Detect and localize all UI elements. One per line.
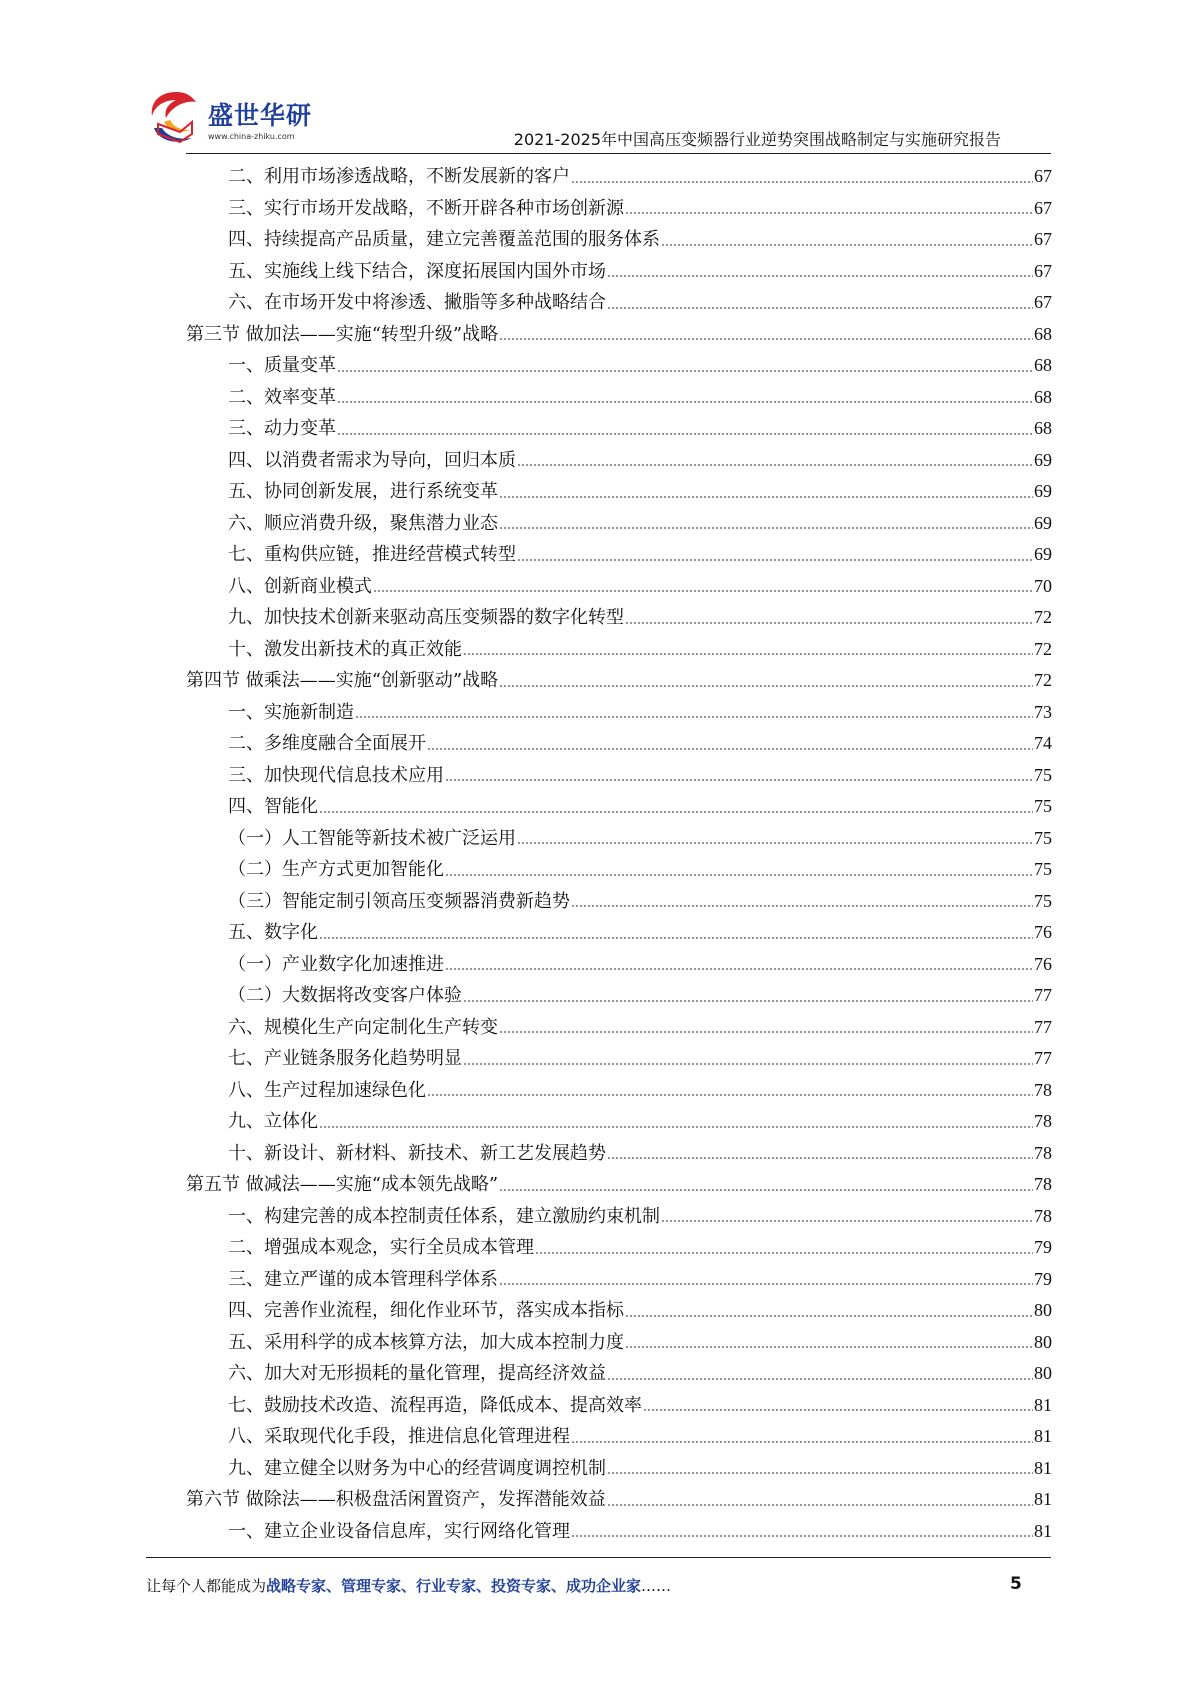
toc-leader-dots: [607, 1365, 1033, 1383]
toc-entry-page: 78: [1034, 1111, 1052, 1131]
page-number: 5: [1010, 1574, 1022, 1594]
toc-leader-dots: [499, 672, 1033, 690]
toc-entry-label: 四、智能化: [228, 796, 318, 817]
toc-entry[interactable]: [186, 760, 1052, 792]
toc-entry-label: 十、激发出新技术的真正效能: [228, 638, 462, 660]
toc-leader-dots: [445, 766, 1033, 784]
toc-leader-dots: [499, 514, 1033, 532]
slogan-prefix: 让每个人都能成为: [146, 1577, 267, 1595]
toc-entry-label: （一）人工智能等新技术被广泛运用: [228, 827, 516, 849]
toc-entry-label: 第三节 做加法——实施“转型升级”战略: [186, 323, 499, 345]
toc-entry-page: 78: [1034, 1142, 1052, 1163]
toc-entry-page: 80: [1034, 1363, 1052, 1383]
toc-leader-dots: [571, 892, 1033, 910]
toc-entry-label: 二、利用市场渗透战略，不断发展新的客户: [228, 166, 570, 187]
toc-entry-label: 六、规模化生产向定制化生产转变: [228, 1016, 498, 1038]
toc-entry-page: 78: [1034, 1079, 1052, 1100]
toc-entry-label: （三）智能定制引领高压变频器消费新趋势: [228, 890, 570, 912]
toc-entry-page: 81: [1034, 1394, 1052, 1415]
toc-entry-page: 75: [1034, 890, 1052, 911]
toc-entry-page: 72: [1034, 670, 1052, 690]
toc-entry-label: 第五节 做减法——实施“成本领先战略”: [186, 1174, 499, 1195]
toc-entry-label: 三、实行市场开发战略，不断开辟各种市场创新源: [228, 197, 624, 219]
toc-entry-page: 69: [1034, 481, 1052, 501]
toc-leader-dots: [535, 1239, 1033, 1257]
toc-entry-label: 一、实施新制造: [228, 701, 354, 723]
toc-leader-dots: [319, 798, 1033, 816]
toc-entry-label: 三、加快现代信息技术应用: [228, 764, 444, 786]
toc-entry[interactable]: [186, 1264, 1052, 1296]
toc-entry-page: 74: [1034, 733, 1052, 753]
toc-leader-dots: [571, 1428, 1033, 1446]
toc-entry[interactable]: [186, 697, 1052, 729]
toc-entry-label: 八、创新商业模式: [228, 575, 372, 597]
toc-leader-dots: [517, 451, 1033, 469]
toc-entry-page: 70: [1034, 575, 1052, 596]
toc-entry-page: 81: [1034, 1489, 1052, 1509]
toc-leader-dots: [463, 1050, 1033, 1068]
toc-entry-page: 69: [1034, 449, 1052, 470]
toc-entry-page: 75: [1034, 796, 1052, 816]
toc-entry-label: （二）大数据将改变客户体验: [228, 985, 462, 1006]
toc-entry[interactable]: [186, 1295, 1052, 1327]
toc-leader-dots: [571, 168, 1033, 186]
toc-entry-page: 79: [1034, 1237, 1052, 1257]
toc-entry[interactable]: [186, 571, 1052, 603]
toc-entry[interactable]: [186, 1138, 1052, 1170]
toc-leader-dots: [607, 1459, 1033, 1477]
toc-leader-dots: [373, 577, 1033, 595]
toc-entry-page: 67: [1034, 197, 1052, 218]
toc-entry-label: 一、建立企业设备信息库，实行网络化管理: [228, 1520, 570, 1542]
toc-entry-label: 四、持续提高产品质量，建立完善覆盖范围的服务体系: [228, 229, 660, 250]
toc-entry[interactable]: [186, 1232, 1052, 1264]
toc-entry-page: 76: [1034, 922, 1052, 942]
page-header: [0, 0, 1191, 160]
toc-entry-page: 68: [1034, 323, 1052, 344]
toc-entry[interactable]: [186, 224, 1052, 256]
toc-leader-dots: [427, 1081, 1033, 1099]
toc-entry[interactable]: [186, 1390, 1052, 1422]
toc-entry-label: 三、动力变革: [228, 418, 336, 439]
toc-entry[interactable]: [186, 161, 1052, 193]
toc-leader-dots: [607, 1144, 1033, 1162]
toc-entry-label: 五、采用科学的成本核算方法，加大成本控制力度: [228, 1331, 624, 1353]
toc-entry[interactable]: [186, 1012, 1052, 1044]
toc-leader-dots: [625, 199, 1033, 217]
toc-entry[interactable]: [186, 1201, 1052, 1233]
toc-entry-page: 79: [1034, 1268, 1052, 1289]
toc-entry-page: 67: [1034, 260, 1052, 281]
toc-entry[interactable]: [186, 193, 1052, 225]
toc-entry-label: 五、实施线上线下结合，深度拓展国内国外市场: [228, 260, 606, 282]
toc-leader-dots: [499, 1270, 1033, 1288]
toc-entry-label: 八、采取现代化手段，推进信息化管理进程: [228, 1426, 570, 1447]
toc-entry-page: 80: [1034, 1331, 1052, 1352]
toc-entry-label: （二）生产方式更加智能化: [228, 859, 444, 880]
toc-entry-page: 67: [1034, 229, 1052, 249]
toc-leader-dots: [499, 1018, 1033, 1036]
toc-entry[interactable]: [186, 1453, 1052, 1485]
toc-entry[interactable]: [186, 1421, 1052, 1453]
toc-entry[interactable]: [186, 1106, 1052, 1138]
toc-leader-dots: [337, 388, 1033, 406]
toc-entry-label: 七、鼓励技术改造、流程再造，降低成本、提高效率: [228, 1394, 642, 1416]
toc-entry[interactable]: [186, 476, 1052, 508]
toc-leader-dots: [625, 609, 1033, 627]
toc-entry-label: 四、完善作业流程，细化作业环节，落实成本指标: [228, 1300, 624, 1321]
toc-entry-page: 81: [1034, 1520, 1052, 1541]
toc-entry-label: 五、协同创新发展，进行系统变革: [228, 481, 498, 502]
toc-leader-dots: [643, 1396, 1033, 1414]
toc-entry-label: 一、质量变革: [228, 355, 336, 376]
toc-entry-page: 72: [1034, 638, 1052, 659]
toc-entry[interactable]: [186, 413, 1052, 445]
toc-entry-label: （一）产业数字化加速推进: [228, 953, 444, 975]
toc-leader-dots: [427, 735, 1033, 753]
toc-leader-dots: [607, 1491, 1033, 1509]
toc-entry-page: 72: [1034, 607, 1052, 627]
toc-entry-label: 二、增强成本观念，实行全员成本管理: [228, 1237, 534, 1258]
toc-entry-page: 81: [1034, 1457, 1052, 1478]
toc-leader-dots: [463, 640, 1033, 658]
toc-entry-label: 一、构建完善的成本控制责任体系，建立激励约束机制: [228, 1205, 660, 1227]
toc-entry-page: 78: [1034, 1174, 1052, 1194]
toc-entry[interactable]: [186, 634, 1052, 666]
toc-entry[interactable]: [186, 1358, 1052, 1390]
toc-entry[interactable]: [186, 445, 1052, 477]
toc-entry[interactable]: [186, 791, 1052, 823]
toc-entry-label: 八、生产过程加速绿色化: [228, 1079, 426, 1101]
toc-entry-page: 69: [1034, 544, 1052, 564]
toc-entry[interactable]: [186, 980, 1052, 1012]
toc-entry-page: 75: [1034, 764, 1052, 785]
toc-entry-page: 77: [1034, 985, 1052, 1005]
toc-entry-label: 四、以消费者需求为导向，回归本质: [228, 449, 516, 471]
toc-entry-label: 二、效率变革: [228, 386, 336, 408]
toc-entry-label: 第四节 做乘法——实施“创新驱动”战略: [186, 670, 499, 691]
toc-entry[interactable]: [186, 508, 1052, 540]
header-divider: [186, 153, 1051, 154]
toc-entry[interactable]: [186, 1516, 1052, 1548]
toc-leader-dots: [625, 1302, 1033, 1320]
toc-entry[interactable]: [186, 1043, 1052, 1075]
logo-swoosh-icon: [146, 88, 206, 148]
toc-entry-page: 69: [1034, 512, 1052, 533]
toc-entry[interactable]: [186, 1169, 1052, 1201]
toc-entry[interactable]: [186, 949, 1052, 981]
toc-entry-page: 67: [1034, 292, 1052, 312]
toc-leader-dots: [463, 987, 1033, 1005]
toc-leader-dots: [337, 420, 1033, 438]
toc-leader-dots: [355, 703, 1033, 721]
toc-entry-label: 九、立体化: [228, 1111, 318, 1132]
toc-entry-page: 75: [1034, 859, 1052, 879]
toc-entry-label: 六、加大对无形损耗的量化管理，提高经济效益: [228, 1363, 606, 1384]
slogan-suffix: ……: [641, 1577, 672, 1595]
toc-entry-page: 67: [1034, 166, 1052, 186]
toc-entry[interactable]: [186, 539, 1052, 571]
toc-leader-dots: [499, 483, 1033, 501]
table-of-contents: [186, 161, 1052, 1547]
toc-leader-dots: [517, 829, 1033, 847]
toc-entry-page: 68: [1034, 355, 1052, 375]
toc-leader-dots: [319, 924, 1033, 942]
footer-divider: [146, 1557, 1051, 1558]
logo-url: www.china-zhiku.com: [208, 132, 295, 141]
toc-entry-label: 二、多维度融合全面展开: [228, 733, 426, 754]
toc-entry-label: 七、重构供应链，推进经营模式转型: [228, 544, 516, 565]
logo-text: 盛世华研: [208, 101, 313, 130]
toc-entry[interactable]: [186, 728, 1052, 760]
toc-entry[interactable]: [186, 917, 1052, 949]
toc-entry-label: 十、新设计、新材料、新技术、新工艺发展趋势: [228, 1142, 606, 1164]
toc-entry-page: 76: [1034, 953, 1052, 974]
toc-entry[interactable]: [186, 1327, 1052, 1359]
toc-leader-dots: [319, 1113, 1033, 1131]
toc-entry-page: 73: [1034, 701, 1052, 722]
toc-leader-dots: [445, 955, 1033, 973]
toc-entry[interactable]: [186, 1075, 1052, 1107]
toc-entry[interactable]: [186, 350, 1052, 382]
toc-entry-label: 九、加快技术创新来驱动高压变频器的数字化转型: [228, 607, 624, 628]
slogan-highlight: 战略专家、管理专家、行业专家、投资专家、成功企业家: [266, 1577, 642, 1595]
toc-entry-page: 77: [1034, 1048, 1052, 1068]
toc-entry[interactable]: [186, 287, 1052, 319]
toc-entry-page: 80: [1034, 1300, 1052, 1320]
toc-entry[interactable]: [186, 823, 1052, 855]
toc-leader-dots: [499, 325, 1033, 343]
toc-entry-page: 75: [1034, 827, 1052, 848]
toc-entry-page: 68: [1034, 418, 1052, 438]
toc-leader-dots: [499, 1176, 1033, 1194]
toc-entry[interactable]: [186, 382, 1052, 414]
toc-entry-label: 三、建立严谨的成本管理科学体系: [228, 1268, 498, 1290]
toc-entry-page: 81: [1034, 1426, 1052, 1446]
toc-entry[interactable]: [186, 854, 1052, 886]
toc-entry-label: 九、建立健全以财务为中心的经营调度调控机制: [228, 1457, 606, 1479]
toc-leader-dots: [607, 294, 1033, 312]
report-title: 2021-2025年中国高压变频器行业逆势突围战略制定与实施研究报告: [513, 130, 1001, 149]
toc-leader-dots: [607, 262, 1033, 280]
toc-entry-label: 六、在市场开发中将渗透、撇脂等多种战略结合: [228, 292, 606, 313]
toc-entry-page: 77: [1034, 1016, 1052, 1037]
toc-leader-dots: [661, 1207, 1033, 1225]
toc-entry-label: 七、产业链条服务化趋势明显: [228, 1048, 462, 1069]
company-logo: [146, 88, 326, 148]
footer-slogan: [146, 1575, 671, 1596]
toc-leader-dots: [661, 231, 1033, 249]
toc-entry[interactable]: [186, 1484, 1052, 1516]
toc-leader-dots: [337, 357, 1033, 375]
toc-leader-dots: [625, 1333, 1033, 1351]
toc-leader-dots: [517, 546, 1033, 564]
toc-leader-dots: [445, 861, 1033, 879]
toc-entry-label: 第六节 做除法——积极盘活闲置资产，发挥潜能效益: [186, 1489, 606, 1510]
toc-entry[interactable]: [186, 256, 1052, 288]
toc-entry-page: 68: [1034, 386, 1052, 407]
toc-entry-label: 六、顺应消费升级，聚焦潜力业态: [228, 512, 498, 534]
toc-entry[interactable]: [186, 665, 1052, 697]
toc-entry-label: 五、数字化: [228, 922, 318, 943]
toc-entry-page: 78: [1034, 1205, 1052, 1226]
toc-entry[interactable]: [186, 319, 1052, 351]
toc-entry[interactable]: [186, 602, 1052, 634]
toc-entry[interactable]: [186, 886, 1052, 918]
toc-leader-dots: [571, 1522, 1033, 1540]
